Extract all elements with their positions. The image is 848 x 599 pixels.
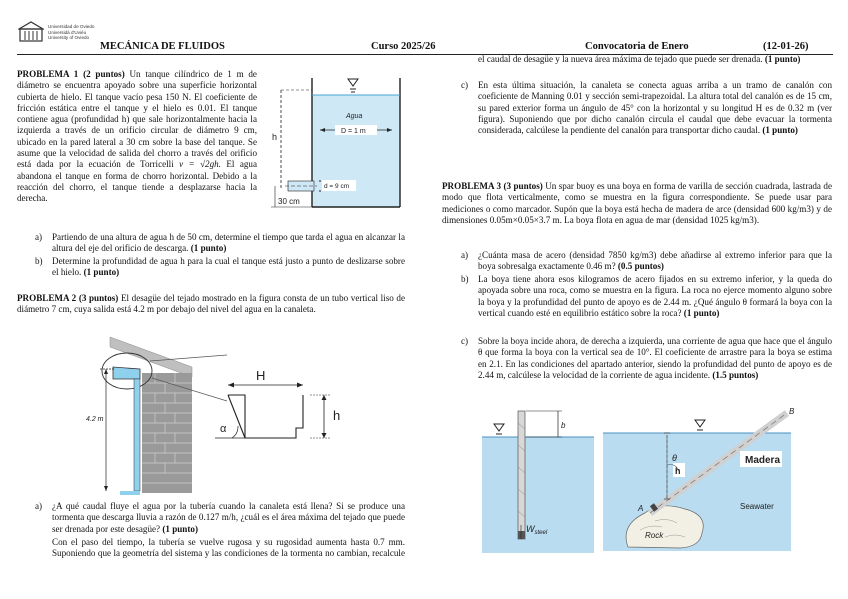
course-title: MECÁNICA DE FLUIDOS	[100, 41, 225, 52]
gutter	[113, 367, 140, 379]
problem-1-statement: Un tanque cilíndrico de 1 m de diámetro se encuentra apoyado sobre una superficie horizontal cubierta de hielo. El tanque vacío pesa 150 N. El coeficiente de fricción estática entre el tanque y el hielo es 0.01. El tanque contiene agua (profundidad h) que sale horizontalmente hacia la izquierda a través de un orificio circular de diámetro 9 cm, ubicado en la pared lateral a 30 cm sobre la base del tanque. Se asume que la velocidad de salida del chorro a través del orificio está dada por la ecuación de Torricelli	[17, 69, 257, 170]
seawater-label: Seawater	[740, 502, 774, 511]
point-A-label: A	[638, 504, 644, 513]
item-points: (1 punto)	[190, 243, 227, 254]
orifice-diameter-label: d = 9 cm	[324, 183, 350, 190]
tank-figure	[265, 70, 415, 220]
gutter-section	[228, 395, 303, 438]
item-points: (1 punto)	[764, 54, 801, 64]
problem-2-statement: El desagüe del tejado mostrado en la figura consta de un tubo vertical liso de diámetro 7 cm, cuya salida está 4.2 m por debajo del nivel del agua en la canaleta.	[17, 293, 405, 315]
exam-name: Convocatoria de Enero	[585, 41, 689, 52]
item-text: ¿Cuánta masa de acero (densidad 7850 kg/m3) debe añadirse al extremo inferior para que la boya sobresalga exactamente 0.46 m?	[478, 250, 832, 272]
torricelli-formula: v = √2gh.	[179, 159, 221, 170]
item-points: (1.5 puntos)	[712, 369, 759, 380]
university-name	[48, 24, 94, 41]
water-label: Agua	[346, 113, 363, 120]
problem-2-item-b	[52, 537, 405, 560]
problem-1-item-a	[35, 232, 405, 255]
problem-2-item-a	[35, 501, 405, 535]
item-text: Determine la profundidad de agua h para la cual el tanque está justo a punto de deslizarse sobre el hielo.	[52, 256, 405, 278]
width-H-label: H	[256, 368, 266, 383]
uni-line-1: Universidad de Oviedo	[48, 24, 95, 29]
problem-2-text	[17, 293, 405, 316]
course-year: Curso 2025/26	[371, 41, 436, 52]
problem-3-item-a	[461, 250, 832, 273]
pipe-length-label: 4.2 m	[86, 416, 104, 423]
theta-label: θ	[672, 453, 677, 463]
problem-1-item-b	[35, 256, 405, 279]
item-points: (1 punto)	[162, 523, 198, 534]
problem-3-text	[442, 181, 832, 226]
uni-line-2: Universidá d'Uviéu	[48, 29, 87, 35]
item-marker: c)	[461, 336, 469, 346]
item-text: ¿A qué caudal fluye el agua por la tubería cuando la canaleta está llena? Si se produce una tormenta que descarga lluvia a razón de 0.127 m/h, ¿cuál es el área máxima del tejado que puede ser drenada por este desagüe?	[52, 501, 405, 534]
problem-2-title: PROBLEMA 2 (3 puntos)	[17, 293, 119, 303]
orifice-height-label: 30 cm	[278, 197, 300, 206]
madera-label: Madera	[745, 455, 781, 466]
spar-buoy-figure	[478, 405, 598, 555]
protrusion-b-label: b	[561, 421, 566, 430]
item-points: (0.5 puntos)	[617, 261, 664, 272]
item-points: (1 punto)	[683, 307, 720, 318]
item-marker: c)	[461, 80, 469, 90]
rock-label: Rock	[645, 531, 664, 540]
item-marker: b)	[35, 256, 43, 266]
problem-1-statement-2: El agua abandona el tanque en forma de chorro horizontal. Debido a la reacción del chorro, el tanque tiende a desplazarse hacia la derecha.	[17, 159, 258, 204]
buoy-on-rock-figure	[600, 405, 795, 555]
item-marker: a)	[35, 232, 43, 242]
problem-3-statement: Un spar buoy es una boya en forma de varilla de sección cuadrada, lastrada de modo que flota verticalmente, como se muestra en la figura correspondiente. Se puede usar para mediciones o como marcador. Supón que la boya está hecha de madera de arce (densidad 600 kg/m3) y de dimensiones 0.05m×0.05×3.7 m. La boya flota en agua de mar (densidad 1025 kg/m3).	[442, 181, 832, 225]
buoy-rod	[518, 411, 525, 539]
university-logo	[18, 21, 44, 43]
problem-2-item-c	[461, 80, 832, 136]
point-B-label: B	[789, 407, 795, 416]
steel-weight-symbol: W	[526, 524, 535, 534]
steel-weight-subscript: steel	[534, 530, 548, 536]
item-text: Con el paso del tiempo, la tubería se vuelve rugosa y su rugosidad aumenta hasta 0.7 mm. Suponiendo que la geometría del sistema y las condiciones de la tormenta no cambian, recalcule	[52, 537, 405, 559]
water-level-icon	[695, 420, 705, 427]
item-points: (1 punto)	[83, 267, 120, 278]
uni-line-3: University of Oviedo	[48, 35, 90, 40]
problem-2-item-b-cont	[478, 54, 832, 79]
problem-3-title: PROBLEMA 3 (3 puntos)	[442, 181, 543, 191]
alpha-label: α	[220, 423, 227, 435]
problem-3-item-c	[461, 336, 832, 381]
problem-1-text	[17, 69, 257, 205]
item-text: En esta última situación, la canaleta se conecta aguas arriba a un tramo de canalón con coeficiente de Manning 0.01 y sección semi-trapezoidal. La altura total del canalón es de 15 cm, su pared exterior forma un ángulo de 45° con la horizontal y su longitud H es de 0.32 m (ver figura). Suponiendo que por dicho canalón circula el caudal que debe evacuar la tormenta considerada, calcúlese la pendiente del canalón para transportar dicho caudal.	[478, 80, 832, 136]
water-level-icon	[348, 79, 358, 86]
item-text-cont: el caudal de desagüe y la nueva área máxima de tejado que puede ser drenada.	[478, 54, 763, 64]
exam-date: (12-01-26)	[763, 41, 809, 52]
header	[0, 0, 848, 60]
roof-drain-figure	[80, 333, 365, 495]
height-h-label: h	[333, 408, 341, 423]
item-marker: a)	[35, 501, 43, 511]
water-level-icon	[494, 424, 504, 431]
item-marker: a)	[461, 250, 469, 260]
depth-h-label: h	[675, 466, 681, 476]
item-points: (1 punto)	[762, 125, 798, 136]
diameter-label: D = 1 m	[341, 128, 366, 135]
item-text: Sobre la boya incide ahora, de derecha a izquierda, una corriente de agua que hace que el ángulo θ que forma la boya con la vertical sea de 10°. El coeficiente de arrastre para la boya se estima en 2.1. En las condiciones del apartado anterior, siendo la profundidad del punto de apoyo es de 2.44 m, calcúlese la velocidad de la corriente de agua incidente.	[478, 336, 832, 380]
item-marker: b)	[461, 274, 469, 284]
depth-h-label: h	[272, 132, 278, 142]
downpipe	[134, 379, 140, 491]
problem-3-item-b	[461, 274, 832, 319]
item-text: La boya tiene ahora esos kilogramos de acero fijados en su extremo inferior, y la queda do apoyada sobre una roca, como se muestra en la figura. La roca no ejerce momento alguno sobre la boya y la profundidad del punto de apoyo es de 2.44 m. ¿Qué ángulo θ formará la boya con la vertical cuando esté en equilibrio estático sobre la roca?	[478, 274, 832, 318]
item-text: Partiendo de una altura de agua h de 50 cm, determine el tiempo que tarda el agua en alcanzar la altura del eje del orificio de descarga.	[52, 232, 405, 254]
problem-1-title: PROBLEMA 1 (2 puntos)	[17, 69, 125, 79]
